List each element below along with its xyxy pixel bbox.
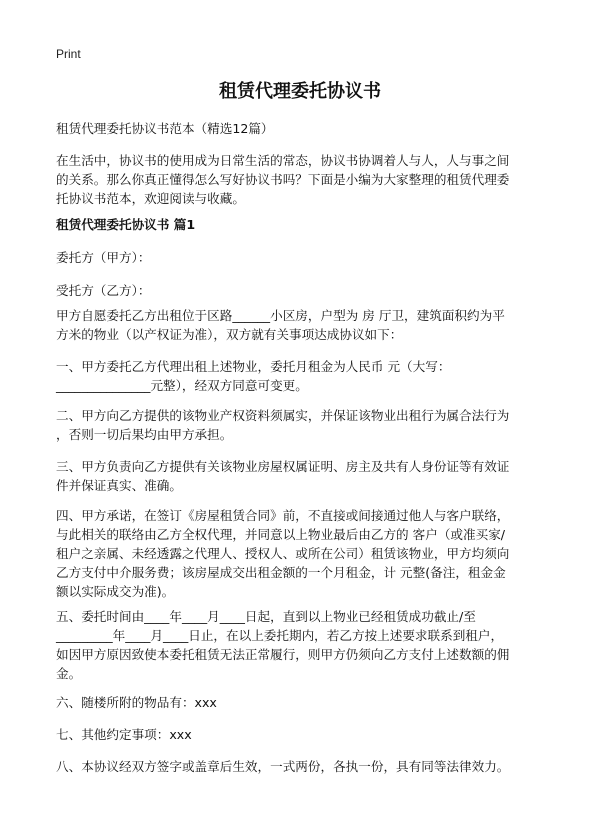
clause-5-line: 金。 [56,666,82,681]
preamble-line: 甲方自愿委托乙方出租位于区路______小区房，户型为 房 厅卫，建筑面积约为平 [56,308,505,323]
clause-5 [56,607,550,683]
clause-6 [56,693,550,712]
clause-1-line: 一、甲方委托乙方代理出租上述物业，委托月租金为人民币 元（大写： [56,359,451,374]
intro-line: 托协议书范本，欢迎阅读与收藏。 [56,191,245,206]
clause-5-line: 如因甲方原因致使本委托租赁无法正常履行，则甲方仍须向乙方支付上述数额的佣 [56,647,510,662]
clause-4-line: 额以实际成交为准)。 [56,584,175,599]
document-title: 租赁代理委托协议书 [219,81,381,102]
clause-1 [56,357,550,395]
preamble-line: 方米的物业（以产权证为准），双方就有关事项达成协议如下： [56,327,403,342]
print-label: Print [56,47,81,61]
clause-5-line: 五、委托时间由____年____月____日起，直到以上物业已经租赁成功截止/至 [56,609,476,624]
party-b-text: 受托方（乙方）： [56,283,151,298]
clause-2 [56,406,550,444]
clause-4 [56,506,550,601]
clause-2-line: ，否则一切后果均由甲方承担。 [56,427,233,442]
clause-4-line: 乙方支付中介服务费；该房屋成交出租金额的一个月租金，计 元整(备注，租金金 [56,565,506,580]
intro-line: 的关系。那么你真正懂得怎么写好协议书吗？下面是小编为大家整理的租赁代理委 [56,172,510,187]
clause-8-text: 八、本协议经双方签字或盖章后生效，一式两份，各执一份，具有同等法律效力。 [56,759,510,774]
clause-7 [56,725,550,744]
clause-6-text: 六、随楼所附的物品有：xxx [56,695,217,710]
clause-3-line: 三、甲方负责向乙方提供有关该物业房屋权属证明、房主及共有人身份证等有效证 [56,459,510,474]
party-b-line [56,281,550,300]
clause-2-line: 二、甲方向乙方提供的该物业产权资料须属实，并保证该物业出租行为属合法行为 [56,408,510,423]
clause-3-line: 件并保证真实、准确。 [56,478,182,493]
subtitle [56,119,550,138]
party-a-line [56,248,550,267]
section-heading [56,215,550,234]
intro-line: 在生活中，协议书的使用成为日常生活的常态，协议书协调着人与人，人与事之间 [56,153,510,168]
subtitle-line: 租赁代理委托协议书范本（精选12篇） [56,121,274,136]
section-heading-text: 租赁代理委托协议书 篇1 [56,217,196,232]
clause-7-text: 七、其他约定事项：xxx [56,727,192,742]
preamble-paragraph [56,306,550,344]
clause-5-line: _________年____月____日止，在以上委托期内，若乙方按上述要求联系到租户， [56,628,504,643]
clause-4-line: 租户之亲属、未经透露之代理人、授权人、或所在公司）租赁该物业，甲方均须向 [56,546,510,561]
clause-3 [56,457,550,495]
clause-4-line: 与此相关的联络由乙方全权代理，并同意以上物业最后由乙方的 客户（或准买家/ [56,527,506,542]
clause-1-line: _______________元整），经双方同意可变更。 [56,378,308,393]
party-a-text: 委托方（甲方）： [56,250,151,265]
intro-paragraph [56,151,550,208]
clause-8 [56,757,550,776]
clause-4-line: 四、甲方承诺，在签订《房屋租赁合同》前，不直接或间接通过他人与客户联络， [56,508,510,523]
